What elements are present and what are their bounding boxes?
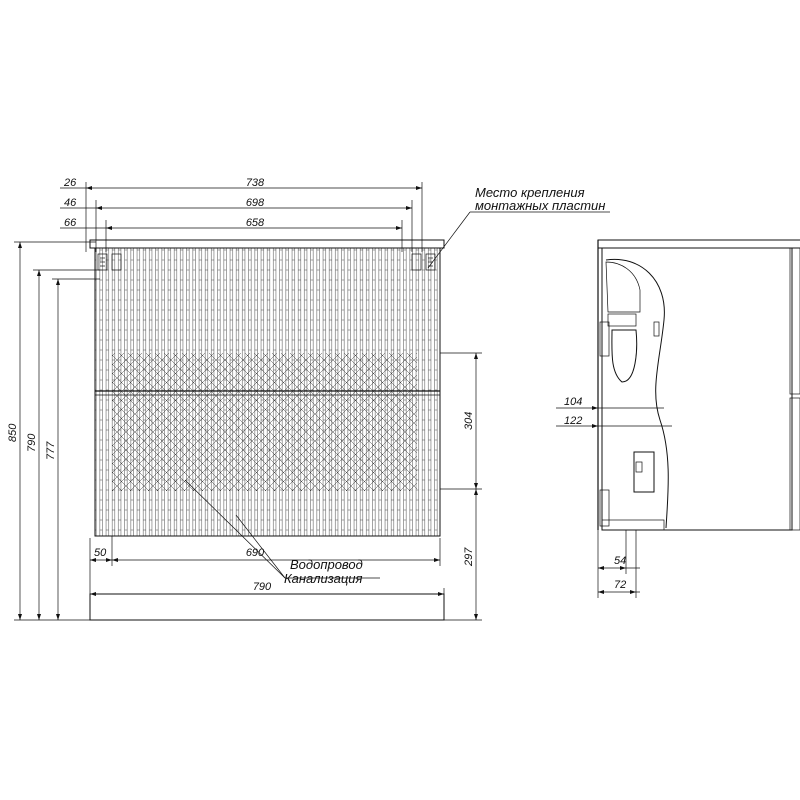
top-dimensions xyxy=(60,177,422,252)
floor-outline xyxy=(90,594,444,620)
water-supply-label: Водопровод xyxy=(290,557,363,572)
dim-54: 54 xyxy=(614,555,627,567)
sewer-label: Канализация xyxy=(284,571,363,586)
side-view xyxy=(598,240,800,530)
dim-790-left: 790 xyxy=(26,433,38,452)
dim-658: 658 xyxy=(245,217,265,229)
dim-66: 66 xyxy=(64,217,77,229)
siphon-body xyxy=(608,314,636,326)
dim-698: 698 xyxy=(245,197,265,209)
dim-690: 690 xyxy=(245,547,265,559)
dim-304: 304 xyxy=(463,411,475,430)
side-dimensions xyxy=(556,396,672,598)
right-dimensions xyxy=(440,353,482,620)
siphon-outline xyxy=(606,259,668,528)
side-base xyxy=(602,520,664,530)
side-countertop xyxy=(598,240,800,248)
dim-777: 777 xyxy=(45,441,57,460)
side-cabinet xyxy=(602,248,792,530)
pipe-zone-hatch xyxy=(112,353,417,491)
mounting-plates-label-2: монтажных пластин xyxy=(475,198,606,213)
left-dimensions xyxy=(7,242,100,620)
mounting-plates-label-1: Место крепления xyxy=(475,185,585,200)
dim-790-bottom: 790 xyxy=(252,581,272,593)
bottom-dimensions xyxy=(90,536,444,600)
dim-850: 850 xyxy=(7,423,19,442)
dim-104: 104 xyxy=(564,396,583,408)
dim-46: 46 xyxy=(64,197,77,209)
countertop xyxy=(90,240,444,248)
front-view xyxy=(90,240,444,620)
dim-72: 72 xyxy=(614,579,627,591)
dim-738: 738 xyxy=(245,177,265,189)
wall-bracket-lower xyxy=(600,490,609,526)
dim-297: 297 xyxy=(463,547,475,566)
dim-50: 50 xyxy=(94,547,107,559)
siphon-bulb xyxy=(612,330,637,382)
dim-26: 26 xyxy=(64,177,77,189)
wall-bracket-upper xyxy=(600,322,609,356)
dim-122: 122 xyxy=(564,415,583,427)
